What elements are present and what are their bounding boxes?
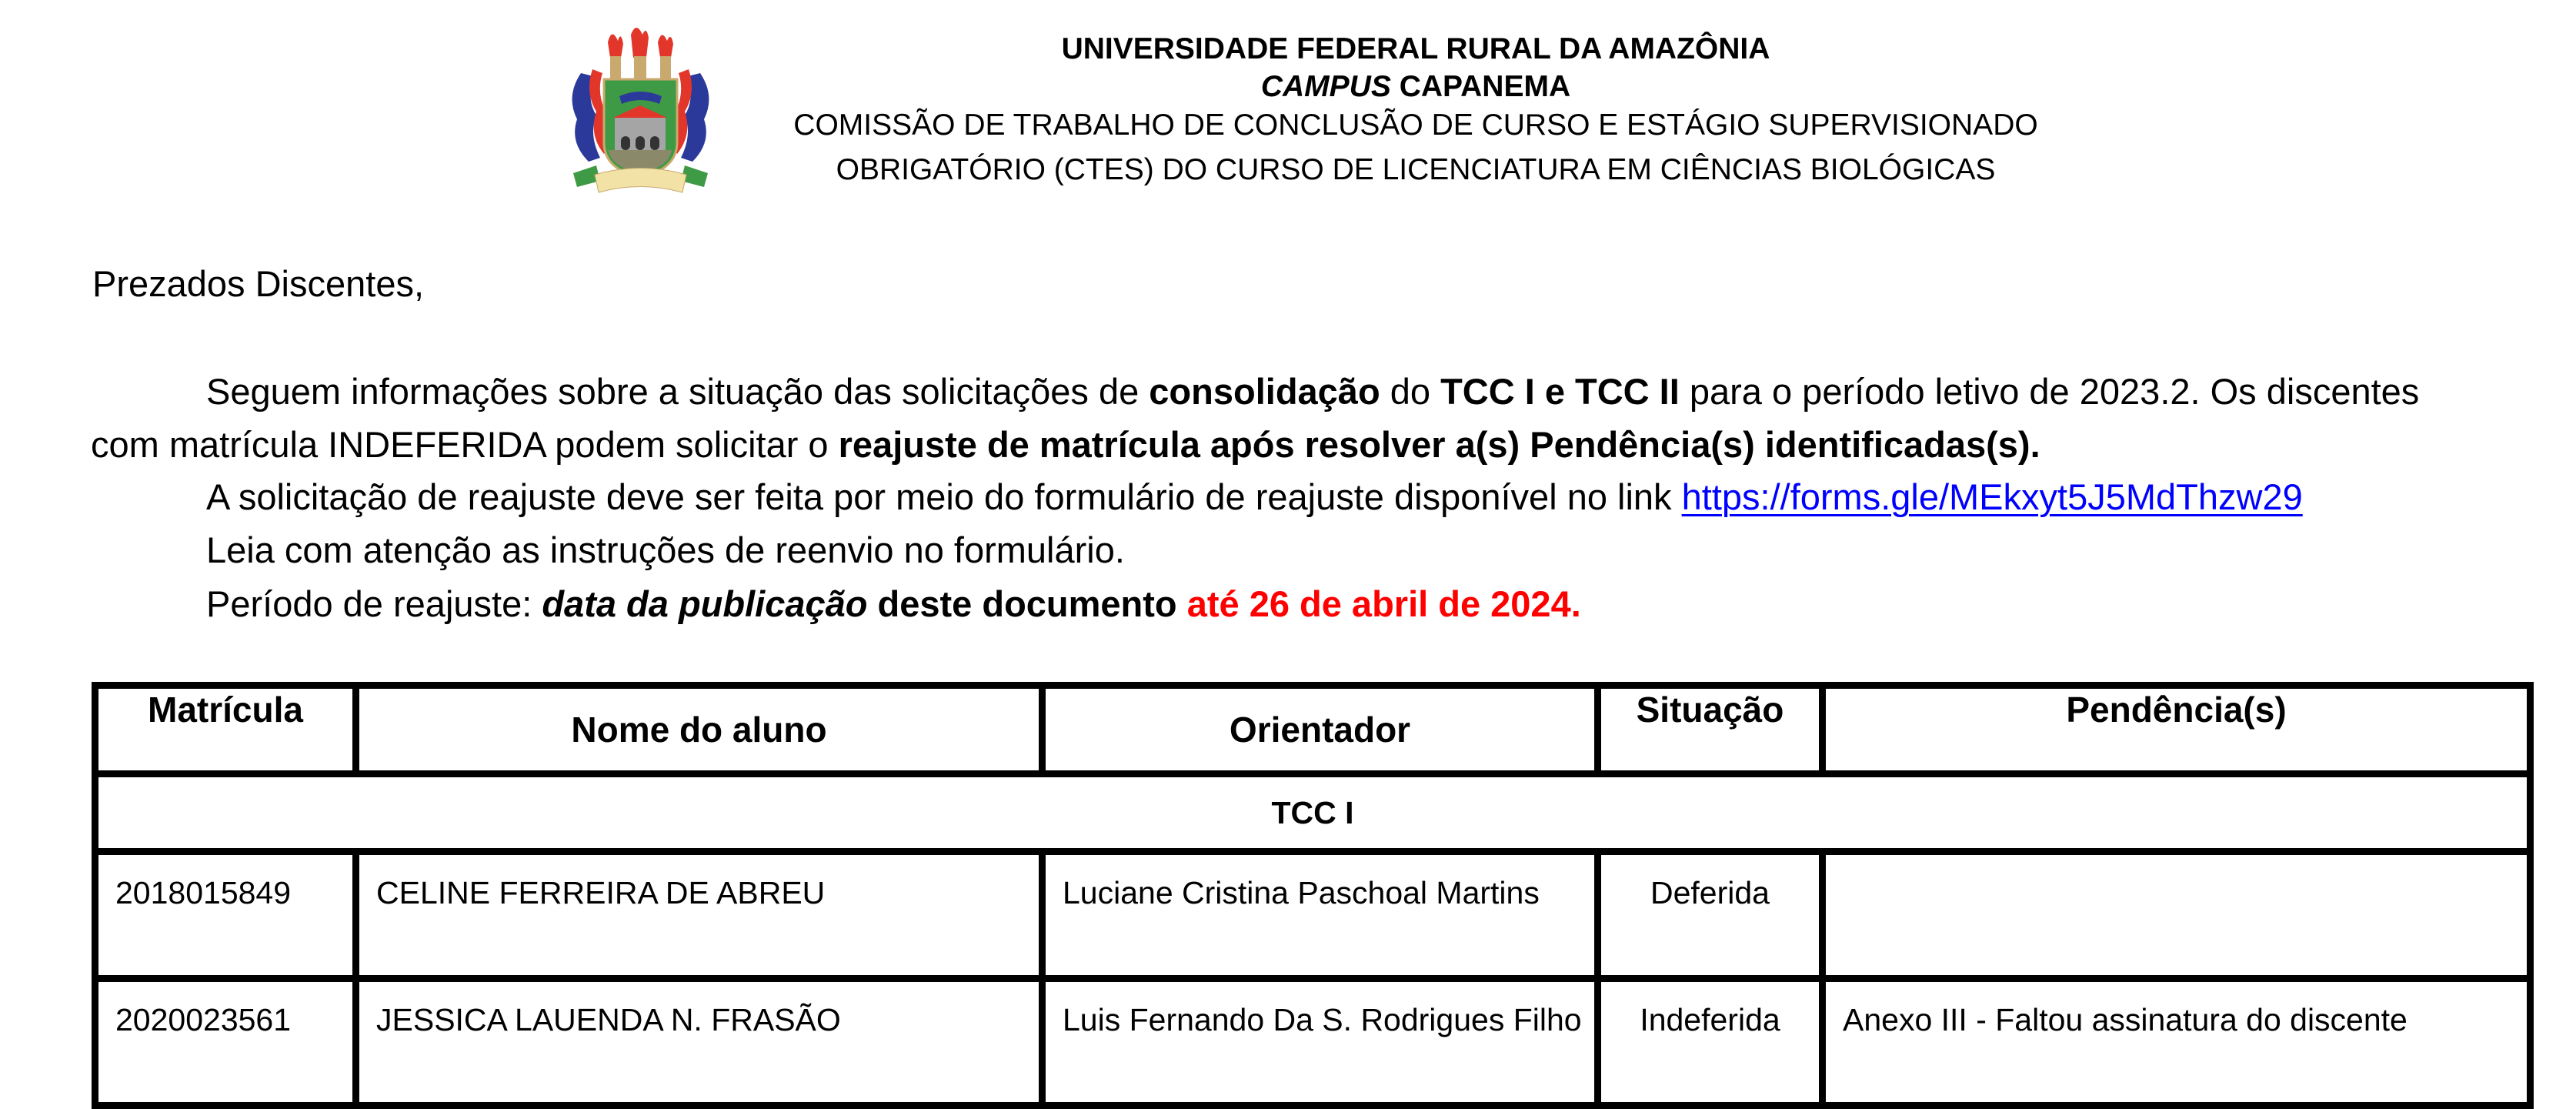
commission-name-line2: OBRIGATÓRIO (CTES) DO CURSO DE LICENCIATURA EM CIÊNCIAS BIOLÓGICAS bbox=[836, 153, 1996, 186]
text: Seguem informações sobre a situação das solicitações de bbox=[206, 371, 1150, 412]
campus-name bbox=[716, 70, 2116, 104]
emphasis-tcc: TCC I e TCC II bbox=[1440, 371, 1680, 412]
table-row bbox=[95, 979, 2531, 1106]
campus-label: CAMPUS bbox=[1260, 70, 1391, 103]
cell-matricula: 2018015849 bbox=[95, 852, 356, 979]
column-header-orientador: Orientador bbox=[1043, 686, 1598, 774]
table-row bbox=[95, 852, 2531, 979]
text: com matrícula INDEFERIDA podem solicitar o bbox=[91, 424, 839, 465]
cell-pendencia: Anexo III - Faltou assinatura do discente bbox=[1823, 979, 2531, 1106]
cell-situacao: Deferida bbox=[1598, 852, 1823, 979]
text: A solicitação de reajuste deve ser feita por meio do formulário de reajuste disponível no link bbox=[206, 476, 1682, 517]
paragraph-3: Leia com atenção as instruções de reenvio no formulário. bbox=[206, 529, 1125, 570]
ufra-coat-of-arms-icon bbox=[566, 27, 716, 196]
emphasis-reajuste: reajuste de matrícula após resolver a(s) Pendência(s) identificadas(s). bbox=[838, 424, 2040, 465]
deadline-text: até 26 de abril de 2024. bbox=[1186, 583, 1581, 624]
cell-matricula: 2020023561 bbox=[95, 979, 356, 1106]
campus-city: CAPANEMA bbox=[1390, 70, 1571, 103]
section-title: TCC I bbox=[95, 774, 2531, 852]
emphasis-consolidacao: consolidação bbox=[1149, 371, 1380, 412]
emphasis-document: deste documento bbox=[867, 583, 1187, 624]
column-header-situacao: Situação bbox=[1598, 686, 1823, 774]
cell-orientador: Luciane Cristina Paschoal Martins bbox=[1043, 852, 1598, 979]
commission-name-line1: COMISSÃO DE TRABALHO DE CONCLUSÃO DE CURSO E ESTÁGIO SUPERVISIONADO bbox=[793, 109, 2038, 142]
column-header-matricula: Matrícula bbox=[95, 686, 356, 774]
form-link[interactable]: https://forms.gle/MEkxyt5J5MdThzw29 bbox=[1681, 476, 2303, 517]
paragraph-2 bbox=[206, 476, 2303, 519]
paragraph-1-line-2 bbox=[91, 423, 2040, 466]
table-header-row bbox=[95, 686, 2531, 774]
cell-nome: CELINE FERREIRA DE ABREU bbox=[356, 852, 1043, 979]
cell-situacao: Indeferida bbox=[1598, 979, 1823, 1106]
text: do bbox=[1380, 371, 1441, 412]
text: Período de reajuste: bbox=[206, 583, 542, 624]
paragraph-4 bbox=[206, 583, 1581, 626]
university-name: UNIVERSIDADE FEDERAL RURAL DA AMAZÔNIA bbox=[1061, 32, 1770, 65]
cell-nome: JESSICA LAUENDA N. FRASÃO bbox=[356, 979, 1043, 1106]
status-table bbox=[92, 682, 2534, 1109]
column-header-pendencia: Pendência(s) bbox=[1823, 686, 2531, 774]
cell-orientador: Luis Fernando Da S. Rodrigues Filho bbox=[1043, 979, 1598, 1106]
greeting: Prezados Discentes, bbox=[92, 263, 425, 304]
section-row bbox=[95, 774, 2531, 852]
column-header-nome: Nome do aluno bbox=[356, 686, 1043, 774]
emphasis-publication-date: data da publicação bbox=[542, 583, 868, 624]
cell-pendencia bbox=[1823, 852, 2531, 979]
text: para o período letivo de 2023.2. Os discentes bbox=[1679, 371, 2420, 412]
paragraph-1-line-1 bbox=[206, 370, 2419, 413]
